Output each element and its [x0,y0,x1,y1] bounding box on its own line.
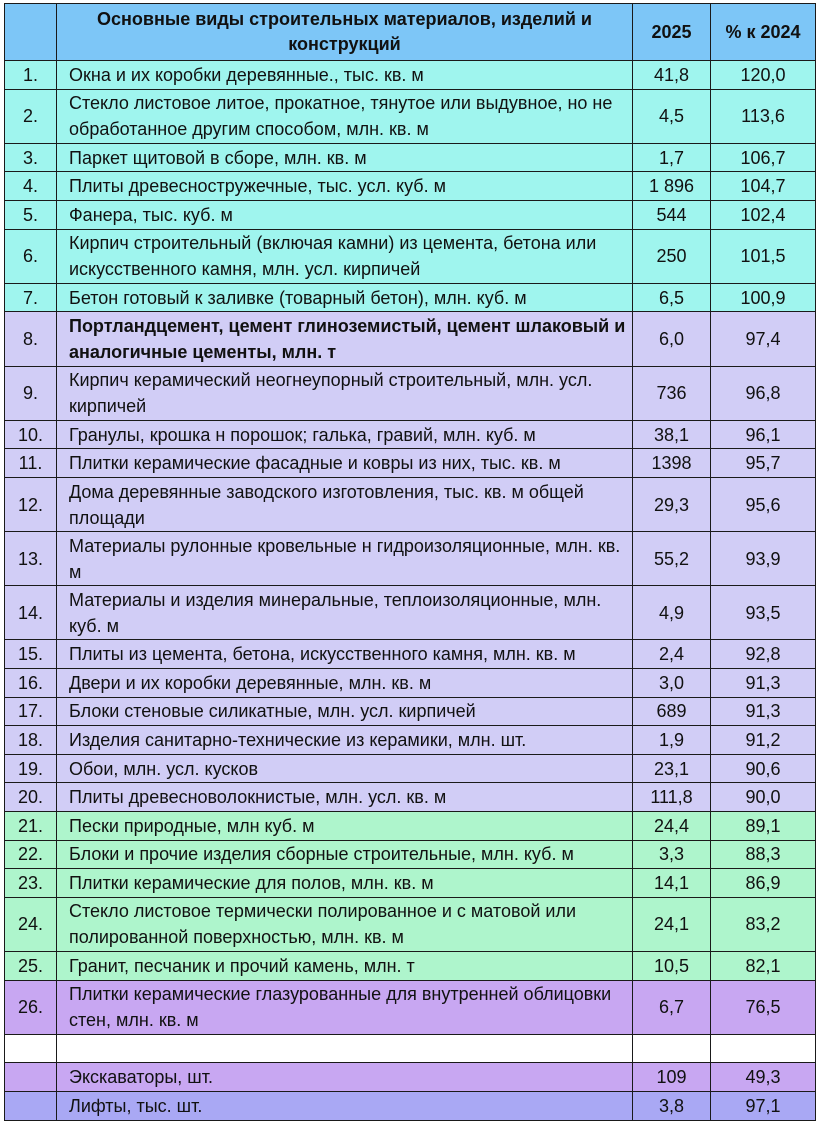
table-row [5,640,816,669]
row-value-2025: 38,1 [633,420,711,449]
header-num [5,4,57,61]
row-number: 23. [5,869,57,898]
row-name: Плиты из цемента, бетона, искусственного камня, млн. кв. м [57,640,633,669]
row-pct-2024: 88,3 [711,840,816,869]
row-pct-2024: 104,7 [711,172,816,201]
table-row [5,697,816,726]
row-name: Плиты древесностружечные, тыс. усл. куб. м [57,172,633,201]
row-value-2025 [633,1034,711,1063]
row-value-2025: 544 [633,200,711,229]
row-pct-2024: 93,9 [711,532,816,586]
row-value-2025: 109 [633,1063,711,1092]
row-name: Лифты, тыс. шт. [57,1091,633,1120]
row-value-2025: 2,4 [633,640,711,669]
row-name: Дома деревянные заводского изготовления, тыс. кв. м общей площади [57,477,633,531]
row-number: 8. [5,312,57,366]
row-pct-2024: 91,3 [711,669,816,698]
table-row [5,869,816,898]
row-name: Блоки и прочие изделия сборные строительные, млн. куб. м [57,840,633,869]
row-number: 3. [5,143,57,172]
row-number: 17. [5,697,57,726]
row-number: 26. [5,980,57,1034]
row-name: Стекло листовое термически полированное и с матовой или полированной поверхностью, млн. кв. м [57,897,633,951]
table-row [5,726,816,755]
row-value-2025: 29,3 [633,477,711,531]
row-name: Плитки керамические глазурованные для внутренней облицовки стен, млн. кв. м [57,980,633,1034]
row-name: Изделия санитарно-технические из керамики, млн. шт. [57,726,633,755]
row-pct-2024: 93,5 [711,586,816,640]
row-number: 11. [5,449,57,478]
row-name: Пески природные, млн куб. м [57,812,633,841]
row-value-2025: 10,5 [633,952,711,981]
row-name: Фанера, тыс. куб. м [57,200,633,229]
row-name: Кирпич керамический неогнеупорный строительный, млн. усл. кирпичей [57,366,633,420]
table-row [5,312,816,366]
header-pct: % к 2024 [711,4,816,61]
table-row [5,477,816,531]
row-pct-2024: 97,1 [711,1091,816,1120]
row-number: 13. [5,532,57,586]
row-value-2025: 1 896 [633,172,711,201]
table-row [5,1063,816,1092]
materials-table [4,3,816,1121]
table-row [5,61,816,90]
row-value-2025: 23,1 [633,754,711,783]
row-pct-2024: 90,0 [711,783,816,812]
header-row [5,4,816,61]
row-number: 9. [5,366,57,420]
row-number: 16. [5,669,57,698]
table-row [5,812,816,841]
row-pct-2024: 113,6 [711,89,816,143]
row-pct-2024: 91,3 [711,697,816,726]
row-value-2025: 41,8 [633,61,711,90]
row-number: 15. [5,640,57,669]
row-pct-2024: 100,9 [711,283,816,312]
row-name: Блоки стеновые силикатные, млн. усл. кирпичей [57,697,633,726]
row-pct-2024: 83,2 [711,897,816,951]
row-name: Стекло листовое литое, прокатное, тянутое или выдувное, но не обработанное другим способом, млн. кв. м [57,89,633,143]
row-value-2025: 1,7 [633,143,711,172]
row-name: Экскаваторы, шт. [57,1063,633,1092]
row-value-2025: 14,1 [633,869,711,898]
row-number: 21. [5,812,57,841]
row-value-2025: 6,5 [633,283,711,312]
row-value-2025: 55,2 [633,532,711,586]
row-value-2025: 1,9 [633,726,711,755]
row-value-2025: 3,0 [633,669,711,698]
row-pct-2024: 89,1 [711,812,816,841]
table-row [5,283,816,312]
row-number [5,1034,57,1063]
table-row [5,143,816,172]
table-row [5,89,816,143]
row-name [57,1034,633,1063]
row-value-2025: 4,9 [633,586,711,640]
table-body [5,61,816,1121]
row-number: 2. [5,89,57,143]
table-row [5,952,816,981]
row-number: 1. [5,61,57,90]
row-name: Бетон готовый к заливке (товарный бетон), млн. куб. м [57,283,633,312]
row-pct-2024: 97,4 [711,312,816,366]
row-name: Окна и их коробки деревянные., тыс. кв. м [57,61,633,90]
row-pct-2024: 82,1 [711,952,816,981]
table-row [5,172,816,201]
row-number: 25. [5,952,57,981]
row-pct-2024: 96,1 [711,420,816,449]
row-value-2025: 1398 [633,449,711,478]
row-value-2025: 250 [633,229,711,283]
row-pct-2024: 120,0 [711,61,816,90]
row-number [5,1091,57,1120]
row-value-2025: 24,1 [633,897,711,951]
row-number: 5. [5,200,57,229]
row-pct-2024: 92,8 [711,640,816,669]
row-name: Материалы рулонные кровельные н гидроизоляционные, млн. кв. м [57,532,633,586]
table-row [5,669,816,698]
row-name: Кирпич строительный (включая камни) из цемента, бетона или искусственного камня, млн. усл. кирпичей [57,229,633,283]
row-value-2025: 3,3 [633,840,711,869]
row-pct-2024: 102,4 [711,200,816,229]
row-number: 4. [5,172,57,201]
row-value-2025: 736 [633,366,711,420]
header-name: Основные виды строительных материалов, изделий и конструкций [57,4,633,61]
row-pct-2024: 96,8 [711,366,816,420]
row-pct-2024: 49,3 [711,1063,816,1092]
row-name: Плитки керамические фасадные и ковры из них, тыс. кв. м [57,449,633,478]
table-row [5,586,816,640]
row-number: 19. [5,754,57,783]
row-number: 6. [5,229,57,283]
row-number: 18. [5,726,57,755]
table-row [5,229,816,283]
row-number [5,1063,57,1092]
row-pct-2024: 95,7 [711,449,816,478]
row-number: 12. [5,477,57,531]
row-name: Материалы и изделия минеральные, теплоизоляционные, млн. куб. м [57,586,633,640]
table-row [5,420,816,449]
row-pct-2024: 86,9 [711,869,816,898]
row-name: Плиты древесноволокнистые, млн. усл. кв. м [57,783,633,812]
table-row [5,980,816,1034]
row-value-2025: 24,4 [633,812,711,841]
row-number: 10. [5,420,57,449]
row-name: Обои, млн. усл. кусков [57,754,633,783]
row-name: Портландцемент, цемент глиноземистый, цемент шлаковый и аналогичные цементы, млн. т [57,312,633,366]
row-name: Паркет щитовой в сборе, млн. кв. м [57,143,633,172]
row-value-2025: 4,5 [633,89,711,143]
row-value-2025: 689 [633,697,711,726]
row-name: Гранулы, крошка н порошок; галька, гравий, млн. куб. м [57,420,633,449]
row-value-2025: 6,7 [633,980,711,1034]
row-number: 14. [5,586,57,640]
row-pct-2024: 95,6 [711,477,816,531]
row-pct-2024: 90,6 [711,754,816,783]
row-value-2025: 3,8 [633,1091,711,1120]
row-pct-2024: 101,5 [711,229,816,283]
table-row [5,840,816,869]
row-pct-2024 [711,1034,816,1063]
row-name: Гранит, песчаник и прочий камень, млн. т [57,952,633,981]
table-row [5,366,816,420]
table-row [5,897,816,951]
row-number: 7. [5,283,57,312]
row-value-2025: 6,0 [633,312,711,366]
row-number: 22. [5,840,57,869]
row-number: 24. [5,897,57,951]
table-row [5,783,816,812]
row-pct-2024: 106,7 [711,143,816,172]
table-row [5,200,816,229]
table-row [5,449,816,478]
table-row [5,754,816,783]
row-number: 20. [5,783,57,812]
table-row [5,1091,816,1120]
row-name: Плитки керамические для полов, млн. кв. м [57,869,633,898]
header-year: 2025 [633,4,711,61]
row-pct-2024: 91,2 [711,726,816,755]
table-row [5,532,816,586]
row-value-2025: 111,8 [633,783,711,812]
row-pct-2024: 76,5 [711,980,816,1034]
row-name: Двери и их коробки деревянные, млн. кв. м [57,669,633,698]
spacer-row [5,1034,816,1063]
